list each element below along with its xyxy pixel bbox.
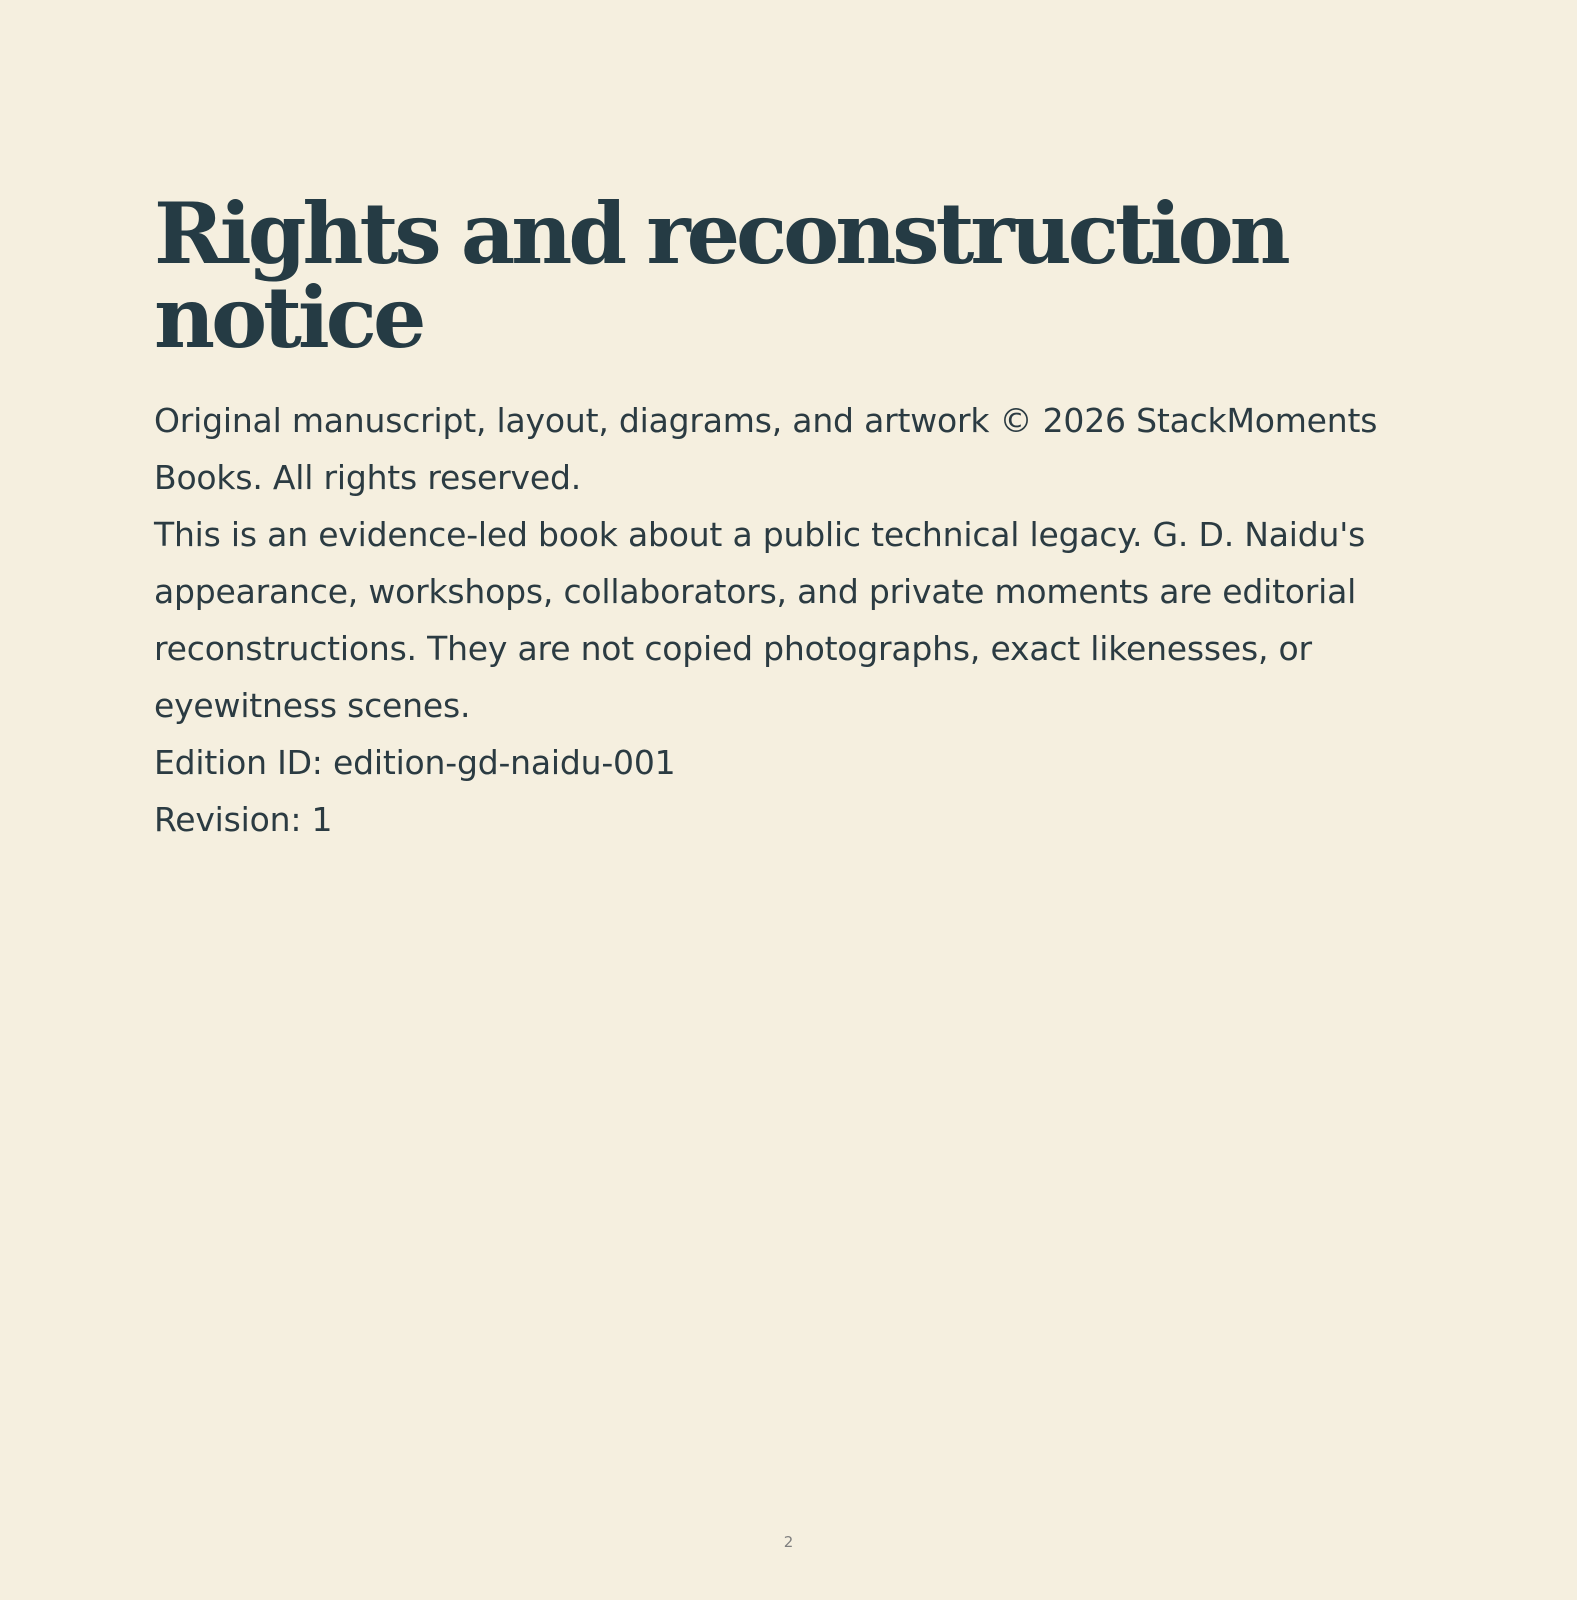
notice-body <box>154 392 1384 848</box>
page-title: Rights and reconstruction notice <box>154 184 1287 367</box>
reconstruction-paragraph: This is an evidence-led book about a public technical legacy. G. D. Naidu's appearance, workshops, collaborators, and private moments are editorial reconstructions. They are not copied photographs, exact likenesses, or eyewitness scenes. <box>154 515 1366 725</box>
page-content <box>154 184 1384 848</box>
page-number: 2 <box>783 1533 794 1551</box>
edition-id: Edition ID: edition-gd-naidu-001 <box>154 743 676 782</box>
revision-number: Revision: 1 <box>154 800 333 839</box>
copyright-paragraph: Original manuscript, layout, diagrams, and artwork © 2026 StackMoments Books. All rights reserved. <box>154 401 1378 497</box>
